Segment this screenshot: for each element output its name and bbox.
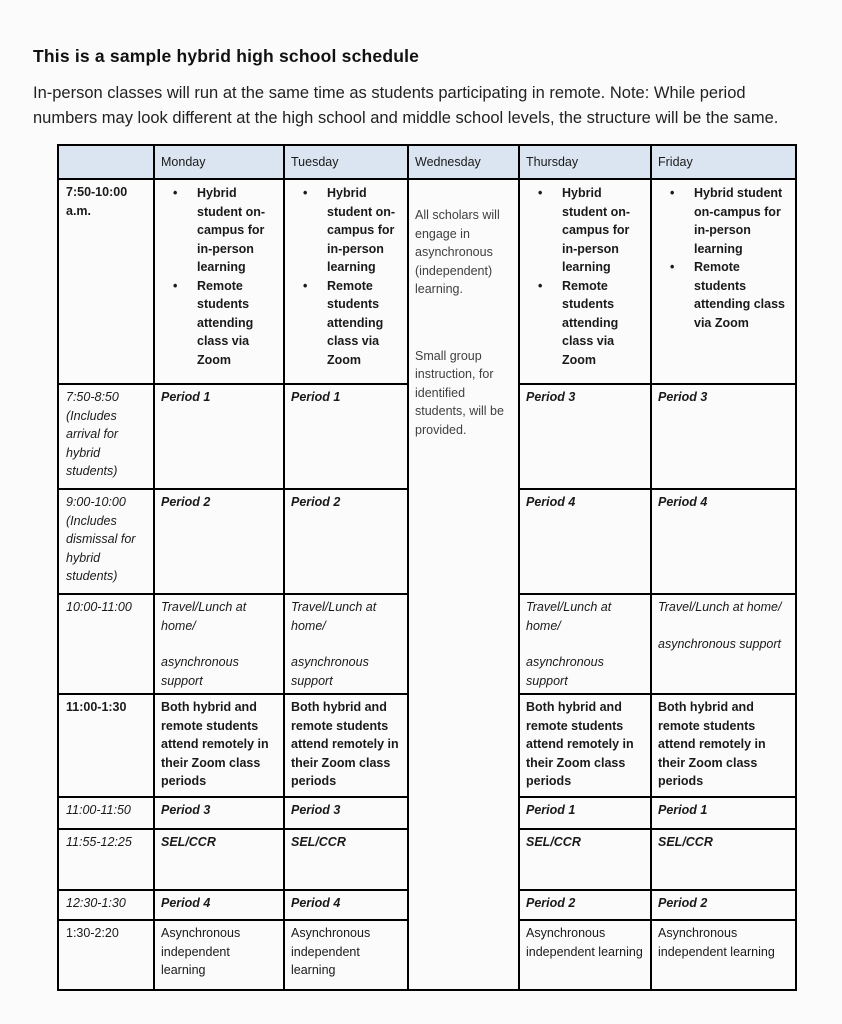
time-cell: 9:00-10:00 (Includes dismissal for hybrid students) (58, 489, 154, 594)
monday-cell: Period 2 (154, 489, 284, 594)
tuesday-cell: Period 3 (284, 797, 408, 829)
page-title: This is a sample hybrid high school schedule (33, 46, 420, 66)
intro-paragraph: In-person classes will run at the same time as students participating in remote. Note: While period numbers may look different at the high school and middle school levels, the structure will be the same. (33, 84, 779, 127)
travel-line: asynchronous support (291, 655, 369, 688)
col-header-tuesday: Tuesday (284, 145, 408, 179)
tuesday-cell (284, 594, 408, 694)
friday-cell (651, 179, 796, 384)
wednesday-merged-cell (408, 179, 519, 990)
friday-cell (651, 594, 796, 694)
time-cell: 7:50-8:50 (Includes arrival for hybrid students) (58, 384, 154, 489)
wednesday-note-paragraph: Small group instruction, for identified students, will be provided. (415, 348, 504, 437)
tuesday-cell: Period 1 (284, 384, 408, 489)
bullet-list (658, 184, 789, 332)
travel-line: Travel/Lunch at home/ (526, 600, 612, 633)
friday-cell: Asynchronous independent learning (651, 920, 796, 990)
time-cell: 1:30-2:20 (58, 920, 154, 990)
col-header-friday: Friday (651, 145, 796, 179)
travel-line: Travel/Lunch at home/ (161, 600, 247, 633)
monday-cell: Period 4 (154, 890, 284, 920)
bullet-item: • Remote students attending class via Zoom (670, 258, 789, 332)
travel-line: asynchronous support (161, 655, 239, 688)
thursday-cell (519, 179, 651, 384)
thursday-cell: Period 4 (519, 489, 651, 594)
bullet-item: • Remote students attending class via Zoom (538, 277, 644, 370)
tuesday-cell: Period 2 (284, 489, 408, 594)
tuesday-cell: SEL/CCR (284, 829, 408, 890)
bullet-list (291, 184, 401, 369)
friday-cell: Both hybrid and remote students attend remotely in their Zoom class periods (651, 694, 796, 797)
monday-cell: SEL/CCR (154, 829, 284, 890)
col-header-time (58, 145, 154, 179)
col-header-thursday: Thursday (519, 145, 651, 179)
monday-cell (154, 179, 284, 384)
bullet-list (526, 184, 644, 369)
schedule-table (57, 144, 797, 991)
friday-cell: Period 1 (651, 797, 796, 829)
thursday-cell: Period 3 (519, 384, 651, 489)
col-header-monday: Monday (154, 145, 284, 179)
bullet-list (161, 184, 277, 369)
col-header-wednesday: Wednesday (408, 145, 519, 179)
header-row (58, 145, 796, 179)
monday-cell: Both hybrid and remote students attend remotely in their Zoom class periods (154, 694, 284, 797)
thursday-cell: SEL/CCR (519, 829, 651, 890)
wednesday-note-paragraph: All scholars will engage in asynchronous (independent) learning. (415, 208, 500, 296)
monday-cell: Period 1 (154, 384, 284, 489)
tuesday-cell: Both hybrid and remote students attend remotely in their Zoom class periods (284, 694, 408, 797)
time-cell: 11:55-12:25 (58, 829, 154, 890)
friday-cell: Period 3 (651, 384, 796, 489)
bullet-item: • Hybrid student on-campus for in-person learning (670, 184, 789, 258)
friday-cell: SEL/CCR (651, 829, 796, 890)
monday-cell: Asynchronous independent learning (154, 920, 284, 990)
travel-line: Travel/Lunch at home/ (658, 600, 782, 614)
tuesday-cell: Period 4 (284, 890, 408, 920)
thursday-cell: Both hybrid and remote students attend remotely in their Zoom class periods (519, 694, 651, 797)
bullet-item: • Hybrid student on-campus for in-person learning (173, 184, 277, 277)
time-cell: 7:50-10:00 a.m. (58, 179, 154, 384)
travel-line: Travel/Lunch at home/ (291, 600, 377, 633)
time-cell: 12:30-1:30 (58, 890, 154, 920)
bullet-item: • Hybrid student on-campus for in-person learning (538, 184, 644, 277)
time-cell: 11:00-1:30 (58, 694, 154, 797)
friday-cell: Period 2 (651, 890, 796, 920)
travel-line: asynchronous support (526, 655, 604, 688)
time-cell: 11:00-11:50 (58, 797, 154, 829)
bullet-item: • Remote students attending class via Zoom (173, 277, 277, 370)
monday-cell (154, 594, 284, 694)
thursday-cell (519, 594, 651, 694)
time-cell: 10:00-11:00 (58, 594, 154, 694)
friday-cell: Period 4 (651, 489, 796, 594)
tuesday-cell: Asynchronous independent learning (284, 920, 408, 990)
thursday-cell: Period 1 (519, 797, 651, 829)
bullet-item: • Hybrid student on-campus for in-person learning (303, 184, 401, 277)
tuesday-cell (284, 179, 408, 384)
schedule-row-morning-block (58, 179, 796, 384)
thursday-cell: Period 2 (519, 890, 651, 920)
monday-cell: Period 3 (154, 797, 284, 829)
travel-line: asynchronous support (658, 636, 781, 651)
bullet-item: • Remote students attending class via Zoom (303, 277, 401, 370)
thursday-cell: Asynchronous independent learning (519, 920, 651, 990)
